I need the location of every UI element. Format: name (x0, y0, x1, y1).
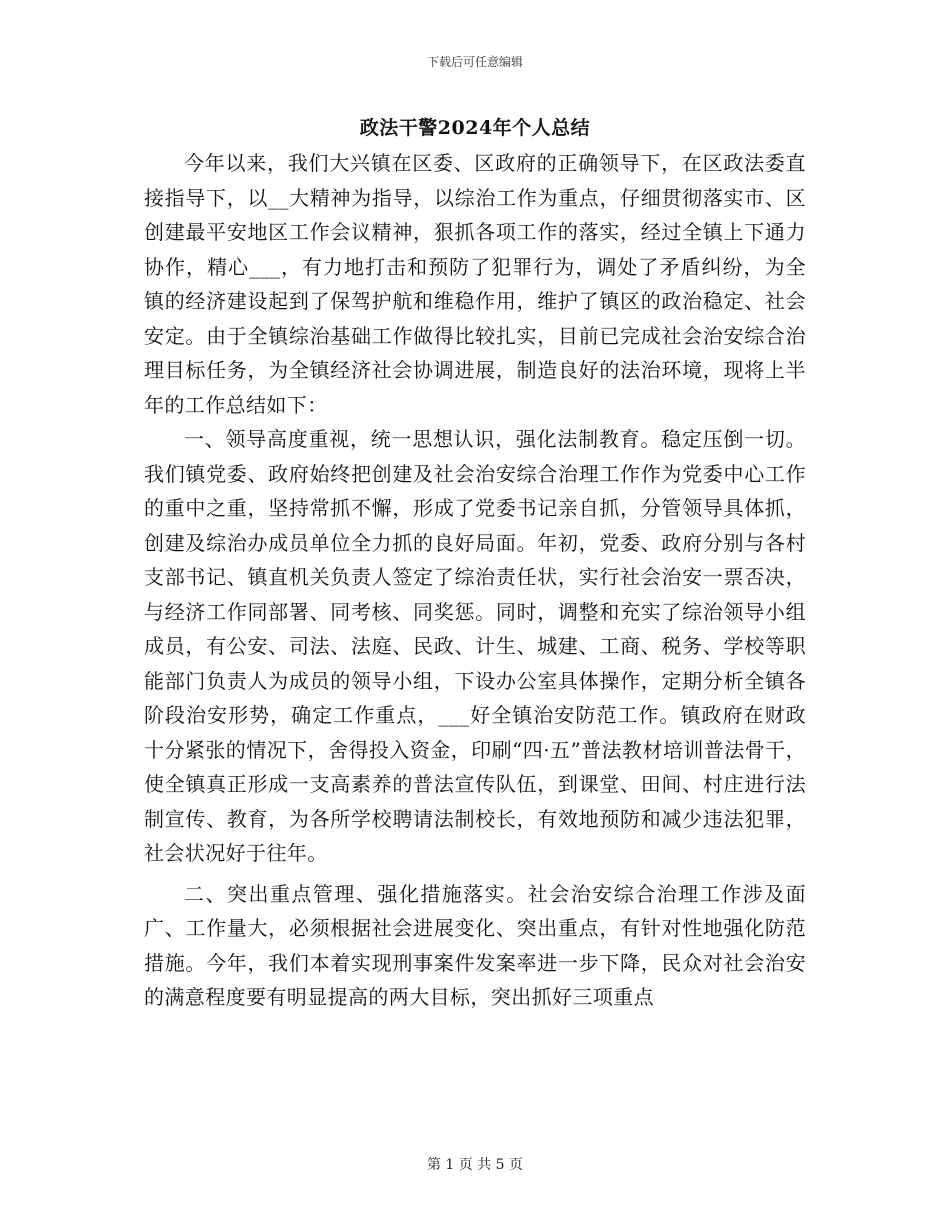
paragraph-section-1: 一、领导高度重视，统一思想认识，强化法制教育。稳定压倒一切。我们镇党委、政府始终把创建及社会治安综合治理工作作为党委中心工作的重中之重，坚持常抓不懈，形成了党委书记亲自抓，分管领导具体抓，创建及综治办成员单位全力抓的良好局面。年初，党委、政府分别与各村支部书记、镇直机关负责人签定了综治责任状，实行社会治安一票否决，与经济工作同部署、同考核、同奖惩。同时，调整和充实了综治领导小组成员，有公安、司法、法庭、民政、计生、城建、工商、税务、学校等职能部门负责人为成员的领导小组，下设办公室具体操作，定期分析全镇各阶段治安形势，确定工作重点，___好全镇治安防范工作。镇政府在财政十分紧张的情况下，舍得投入资金，印刷“四·五”普法教材培训普法骨干，使全镇真正形成一支高素养的普法宣传队伍，到课堂、田间、村庄进行法制宣传、教育，为各所学校聘请法制校长，有效地预防和减少违法犯罪，社会状况好于往年。 (144, 427, 806, 865)
paragraph-intro: 今年以来，我们大兴镇在区委、区政府的正确领导下，在区政法委直接指导下，以__大精神为指导，以综治工作为重点，仔细贯彻落实市、区创建最平安地区工作会议精神，狠抓各项工作的落实，经过全镇上下通力协作，精心___，有力地打击和预防了犯罪行为，调处了矛盾纠纷，为全镇的经济建设起到了保驾护航和维稳作用，维护了镇区的政治稳定、社会安定。由于全镇综治基础工作做得比较扎实，目前已完成社会治安综合治理目标任务，为全镇经济社会协调进展，制造良好的法治环境，现将上半年的工作总结如下： (144, 151, 806, 417)
document-body (144, 146, 806, 1015)
paragraph-section-2: 二、突出重点管理、强化措施落实。社会治安综合治理工作涉及面广、工作量大，必须根据社会进展变化、突出重点，有针对性地强化防范措施。今年，我们本着实现刑事案件发案率进一步下降，民众对社会治安的满意程度要有明显提高的两大目标，突出抓好三项重点 (144, 881, 806, 1009)
document-title: 政法干警2024年个人总结 (359, 117, 591, 139)
page-number-footer: 第 1 页 共 5 页 (426, 1157, 524, 1173)
page-header-note: 下载后可任意编辑 (426, 55, 523, 69)
